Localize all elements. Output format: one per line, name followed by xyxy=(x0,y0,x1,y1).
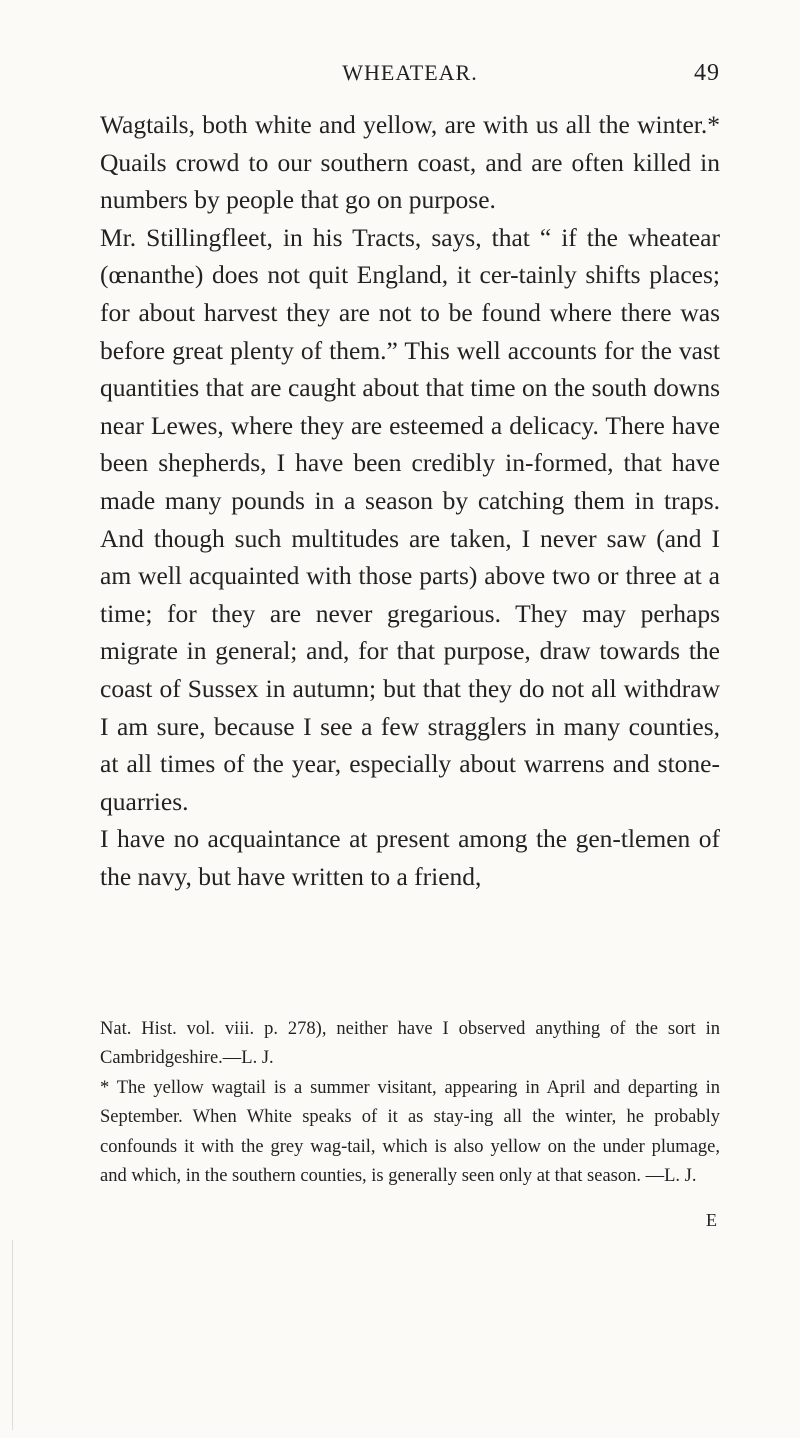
footnote: * The yellow wagtail is a summer visitant, appearing in April and departing in September. When White speaks of it as stay-ing all the winter, he probably confounds it with the grey wag-tail, which is also yellow on the under plumage, and which, in the southern counties, is generally seen only at that season. —L. J. xyxy=(100,1077,720,1187)
signature-mark: E xyxy=(706,1210,717,1230)
paragraph: Wagtails, both white and yellow, are with us all the winter.* Quails crowd to our southern coast, and are often killed in numbers by people that go on purpose. xyxy=(100,110,720,215)
page-number: 49 xyxy=(694,60,720,86)
paragraph: I have no acquaintance at present among the gen-tlemen of the navy, but have written to a friend, xyxy=(100,824,720,891)
paragraph: Mr. Stillingfleet, in his Tracts, says, that “ if the wheatear (œnanthe) does not quit England, it cer-tainly shifts places; for about harvest they are not to be found where there was before great plenty of them.” This well accounts for the vast quantities that are caught about that time on the south downs near Lewes, where they are esteemed a delicacy. There have been shepherds, I have been credibly in-formed, that have made many pounds in a season by catching them in traps. And though such multitudes are taken, I never saw (and I am well acquainted with those parts) above two or three at a time; for they are never gregarious. They may perhaps migrate in general; and, for that purpose, draw towards the coast of Sussex in autumn; but that they do not all withdraw I am sure, because I see a few stragglers in many counties, at all times of the year, especially about warrens and stone-quarries. xyxy=(100,222,720,816)
footnote: Nat. Hist. vol. viii. p. 278), neither have I observed anything of the sort in Cambridgeshire.—L. J. xyxy=(100,1019,720,1069)
main-text xyxy=(100,106,720,895)
page-edge-line xyxy=(12,1240,13,1430)
running-title: WHEATEAR. xyxy=(342,60,478,85)
running-header xyxy=(100,60,720,100)
footnotes xyxy=(100,1015,720,1191)
